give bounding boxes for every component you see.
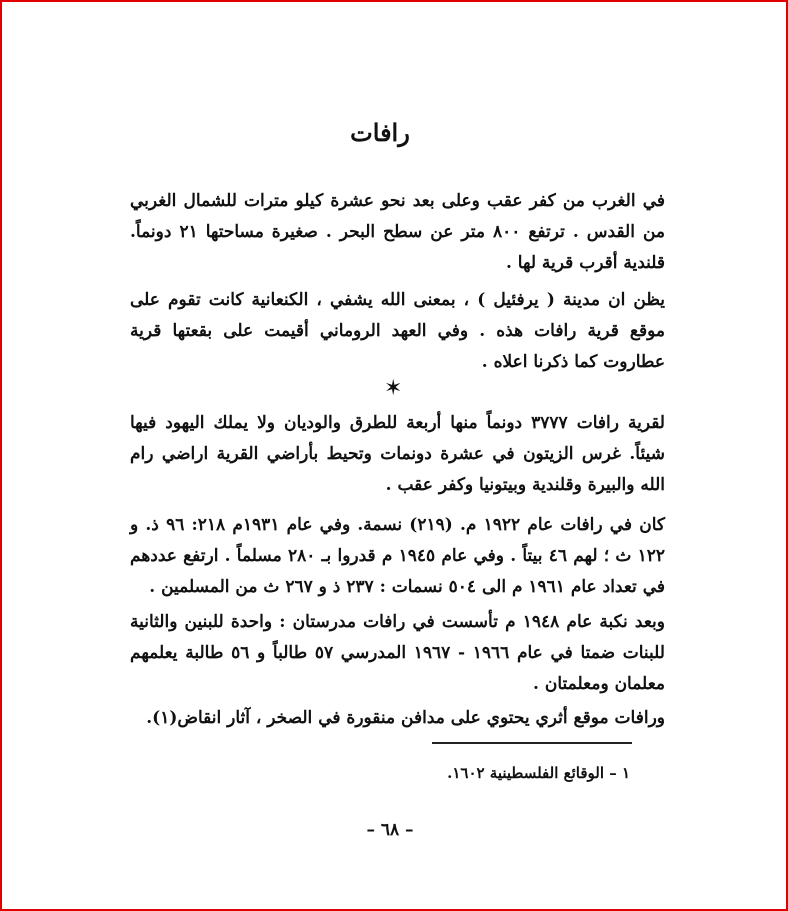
paragraph-location: في الغرب من كفر عقب وعلى بعد نحو عشرة كيلو مترات للشمال الغربي من القدس . ترتفع ٨٠٠ متر عن سطح البحر . صغيرة مساحتها ٢١ دونماً. قلندية أقرب قرية لها . [130, 191, 665, 273]
paragraph-history: يظن ان مدينة ( يرفئيل ) ، بمعنى الله يشفي ، الكنعانية كانت تقوم على موقع قرية رافات هذه . وفي العهد الروماني أقيمت على بقعتها قرية عطاروت كما ذكرنا اعلاه . [130, 290, 665, 372]
page-number: – ٦٨ – [366, 820, 414, 840]
footnote: ١ – الوقائع الفلسطينية ١٦٠٢. [447, 764, 630, 782]
paragraph-archaeology: ورافات موقع أثري يحتوي على مدافن منقورة في الصخر ، آثار انقاض(١). [146, 708, 665, 728]
paragraph-population: كان في رافات عام ١٩٢٢ م. (٢١٩) نسمة. وفي عام ١٩٣١م ٢١٨: ٩٦ ذ. و ١٢٢ ث ؛ لهم ٤٦ بيتاً . وفي عام ١٩٤٥ م قدروا بـ ٢٨٠ مسلماً . ارتفع عددهم في تعداد عام ١٩٦١ م الى ٥٠٤ نسمات : ٢٣٧ ذ و ٢٦٧ ث من المسلمين . [130, 515, 665, 597]
paragraph-land: لقرية رافات ٣٧٧٧ دونماً منها أربعة للطرق والوديان ولا يملك اليهود فيها شيئاً. غرس الزيتون في عشرة دونمات وتحيط بأراضي القرية اراضي رام الله والبيرة وقلندية وبيتونيا وكفر عقب . [130, 413, 665, 495]
paragraph-schools: وبعد نكبة عام ١٩٤٨ م تأسست في رافات مدرستان : واحدة للبنين والثانية للبنات ضمتا في عام ١٩٦٦ - ١٩٦٧ المدرسي ٥٧ طالباً و ٥٦ طالبة يعلمهم معلمان ومعلمتان . [130, 612, 665, 694]
footnote-divider [432, 742, 632, 744]
section-separator-icon: ✶ [384, 376, 403, 401]
page-title: رافات [350, 118, 410, 147]
